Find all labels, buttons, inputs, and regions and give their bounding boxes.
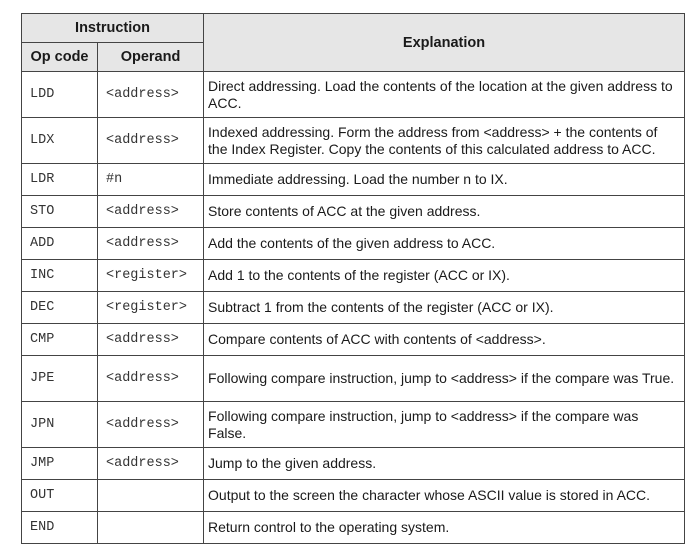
operand-cell: <register>	[98, 260, 204, 292]
explanation-cell: Following compare instruction, jump to <address> if the compare was True.	[204, 356, 685, 402]
operand-cell: <address>	[98, 324, 204, 356]
table-row	[22, 228, 685, 260]
operand-cell: <address>	[98, 118, 204, 164]
opcode-cell: JPE	[22, 356, 98, 402]
table-row	[22, 72, 685, 118]
operand-cell: <address>	[98, 196, 204, 228]
explanation-cell: Following compare instruction, jump to <address> if the compare was False.	[204, 402, 685, 448]
opcode-cell: LDX	[22, 118, 98, 164]
opcode-cell: CMP	[22, 324, 98, 356]
instruction-header: Instruction	[22, 14, 204, 43]
opcode-cell: END	[22, 512, 98, 544]
opcode-cell: STO	[22, 196, 98, 228]
opcode-cell: DEC	[22, 292, 98, 324]
explanation-cell: Compare contents of ACC with contents of <address>.	[204, 324, 685, 356]
operand-cell: #n	[98, 164, 204, 196]
opcode-cell: OUT	[22, 480, 98, 512]
explanation-cell: Immediate addressing. Load the number n to IX.	[204, 164, 685, 196]
operand-cell: <address>	[98, 356, 204, 402]
table-row	[22, 512, 685, 544]
explanation-cell: Add 1 to the contents of the register (ACC or IX).	[204, 260, 685, 292]
explanation-cell: Subtract 1 from the contents of the register (ACC or IX).	[204, 292, 685, 324]
table-row	[22, 118, 685, 164]
table-row	[22, 196, 685, 228]
explanation-cell: Return control to the operating system.	[204, 512, 685, 544]
opcode-cell: JMP	[22, 448, 98, 480]
operand-cell: <address>	[98, 72, 204, 118]
opcode-cell: ADD	[22, 228, 98, 260]
table-row	[22, 324, 685, 356]
explanation-cell: Output to the screen the character whose ASCII value is stored in ACC.	[204, 480, 685, 512]
table-row	[22, 164, 685, 196]
opcode-cell: LDD	[22, 72, 98, 118]
opcode-header: Op code	[22, 43, 98, 72]
explanation-cell: Add the contents of the given address to ACC.	[204, 228, 685, 260]
table-row	[22, 480, 685, 512]
table-row	[22, 292, 685, 324]
table-row	[22, 356, 685, 402]
operand-header: Operand	[98, 43, 204, 72]
opcode-cell: LDR	[22, 164, 98, 196]
explanation-header: Explanation	[204, 14, 685, 72]
explanation-cell: Jump to the given address.	[204, 448, 685, 480]
explanation-cell: Indexed addressing. Form the address from <address> + the contents of the Index Register. Copy the contents of this calculated address to ACC.	[204, 118, 685, 164]
table-row	[22, 260, 685, 292]
operand-cell	[98, 512, 204, 544]
opcode-cell: INC	[22, 260, 98, 292]
explanation-cell: Store contents of ACC at the given address.	[204, 196, 685, 228]
opcode-cell: JPN	[22, 402, 98, 448]
operand-cell: <address>	[98, 402, 204, 448]
table-row	[22, 448, 685, 480]
table-row	[22, 402, 685, 448]
operand-cell: <register>	[98, 292, 204, 324]
operand-cell: <address>	[98, 448, 204, 480]
instruction-set-table	[21, 13, 685, 544]
operand-cell: <address>	[98, 228, 204, 260]
explanation-cell: Direct addressing. Load the contents of the location at the given address to ACC.	[204, 72, 685, 118]
operand-cell	[98, 480, 204, 512]
